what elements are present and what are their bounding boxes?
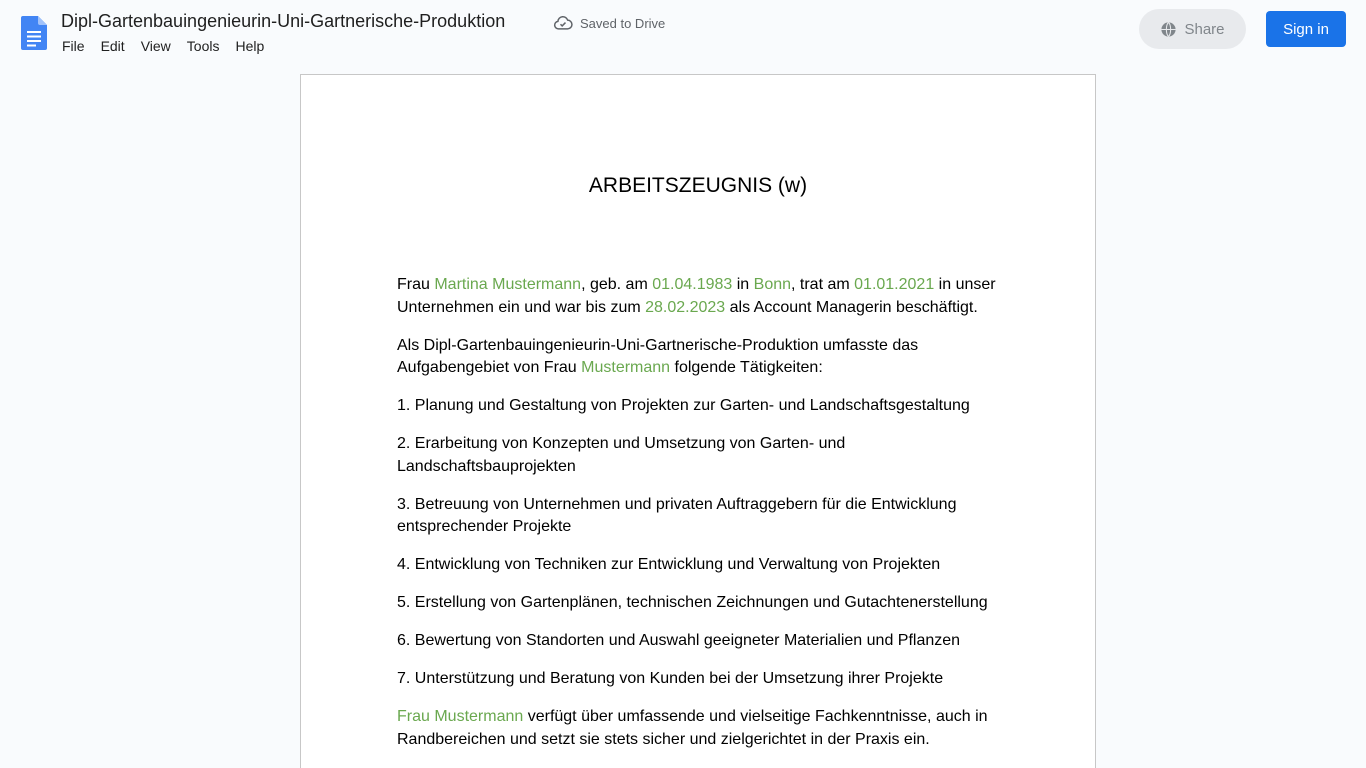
task-item: 2. Erarbeitung von Konzepten und Umsetzung von Garten- und Landschaftsbauprojekten [397,435,846,475]
employee-surname: Mustermann [581,359,671,376]
menu-bar [54,36,272,56]
share-button[interactable] [1139,9,1246,49]
task-item: 7. Unterstützung und Beratung von Kunden bei der Umsetzung ihrer Projekte [397,670,944,687]
start-date: 01.01.2021 [854,276,935,293]
task-item: 5. Erstellung von Gartenplänen, technischen Zeichnungen und Gutachtenerstellung [397,594,988,611]
menu-view[interactable]: View [140,38,171,54]
document-body [397,274,1001,767]
sign-in-button[interactable]: Sign in [1266,11,1346,47]
closing-paragraph: Frau Mustermann verfügt über umfassende und vielseitige Fachkenntnisse, auch in Randbereichen und setzt sie stets sicher und zielgerichtet in der Praxis ein. [397,708,988,748]
task-item: 1. Planung und Gestaltung von Projekten zur Garten- und Landschaftsgestaltung [397,397,970,414]
document-title[interactable]: Dipl-Gartenbauingenieurin-Uni-Gartnerische-Produktion [61,11,506,31]
birth-city: Bonn [753,276,792,293]
docs-logo-icon[interactable] [21,16,47,50]
menu-tools[interactable]: Tools [186,38,220,54]
employee-name: Martina Mustermann [434,276,582,293]
menu-file[interactable]: File [62,38,85,54]
share-label: Share [1184,20,1225,38]
role-paragraph: Als Dipl-Gartenbauingenieurin-Uni-Gartnerische-Produktion umfasste das Aufgabengebiet von Frau Mustermann folgende Tätigkeiten: [397,336,919,376]
save-status[interactable] [553,13,665,33]
document-heading: ARBEITSZEUGNIS (w) [588,174,808,197]
intro-paragraph: Frau Martina Mustermann, geb. am 01.04.1983 in Bonn, trat am 01.01.2021 in unser Unternehmen ein und war bis zum 28.02.2023 als Account Managerin beschäftigt. [397,276,996,316]
document-page[interactable] [300,74,1096,768]
task-item: 3. Betreuung von Unternehmen und privaten Auftraggebern für die Entwicklung entsprechender Projekte [397,495,957,535]
menu-edit[interactable]: Edit [100,38,125,54]
birth-date: 01.04.1983 [652,276,733,293]
task-item: 4. Entwicklung von Techniken zur Entwicklung und Verwaltung von Projekten [397,556,941,573]
top-bar [0,0,1366,64]
end-date: 28.02.2023 [645,298,726,316]
employee-name-closing: Frau Mustermann [397,708,524,725]
globe-icon [1160,21,1177,38]
task-item: 6. Bewertung von Standorten und Auswahl geeigneter Materialien und Pflanzen [397,632,961,649]
menu-help[interactable]: Help [235,38,265,54]
save-status-label: Saved to Drive [580,15,666,31]
cloud-done-icon [553,13,573,33]
